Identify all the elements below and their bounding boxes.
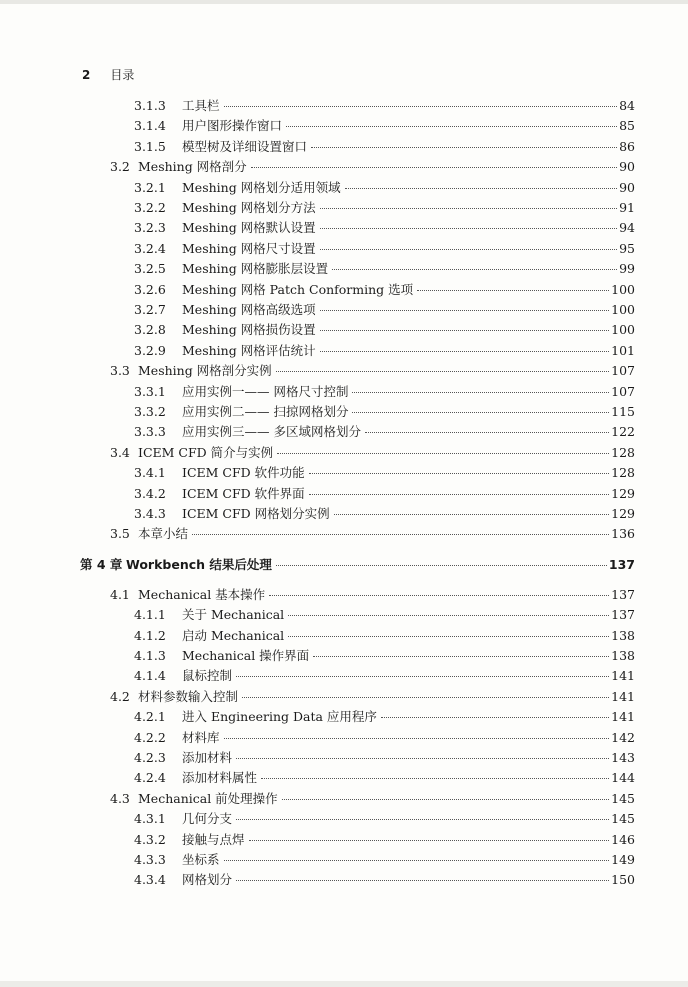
dot-leader	[236, 758, 609, 759]
toc-entry	[134, 646, 635, 664]
toc-entry	[134, 850, 635, 868]
toc-entry-page: 144	[611, 770, 635, 786]
toc-entry-title: Meshing 网格评估统计	[182, 342, 316, 358]
toc-entry-number: 4.1.1	[134, 607, 166, 623]
toc-entry-page: 143	[611, 750, 635, 765]
toc-entry	[134, 830, 635, 848]
toc-entry-page: 138	[611, 648, 635, 663]
toc-entry-number: 4.1.4	[134, 668, 166, 684]
dot-leader	[224, 738, 610, 739]
toc-entry-number: 4.1.2	[134, 627, 166, 643]
toc-entry-title: 应用实例三—— 多区域网格划分	[182, 424, 361, 440]
toc-entry-page: 145	[611, 811, 635, 827]
toc-entry-number: 3.3.1	[134, 383, 166, 399]
toc-entry	[110, 524, 635, 542]
dot-leader	[261, 778, 609, 779]
toc-entry-number: 3.2	[110, 159, 130, 175]
toc-entry	[110, 361, 635, 379]
toc-entry-title: 进入 Engineering Data 应用程序	[182, 709, 377, 725]
toc-entry	[134, 666, 635, 684]
toc-entry-page: 94	[619, 220, 635, 236]
toc-entry-title: 添加材料	[182, 750, 233, 765]
toc-entry	[134, 402, 635, 420]
toc-entry-number: 3.1.4	[134, 118, 166, 134]
toc-entry-number: 4.3	[110, 790, 130, 806]
toc-entry-title: 接触与点焊	[182, 831, 245, 847]
toc-entry-number: 4.2	[110, 688, 130, 704]
toc-entry	[134, 137, 635, 155]
toc-entry-number: 3.1.5	[134, 138, 166, 154]
toc-entry-number: 4.1.3	[134, 648, 166, 663]
toc-entry-number: 3.4.3	[134, 506, 166, 521]
toc-entry-page: 136	[611, 526, 635, 542]
toc-entry-title: 工具栏	[182, 98, 220, 113]
toc-entry-number: 3.2.3	[134, 220, 166, 236]
toc-entry-number: 3.3.3	[134, 424, 166, 440]
toc-entry-page: 141	[611, 709, 635, 725]
toc-entry	[134, 178, 635, 196]
toc-entry	[134, 707, 635, 725]
toc-entry	[80, 555, 635, 573]
dot-leader	[276, 565, 607, 566]
toc-entry	[134, 341, 635, 359]
toc-entry-page: 141	[611, 688, 635, 704]
toc-entry-title: 启动 Mechanical	[182, 627, 285, 643]
toc-entry	[134, 96, 635, 114]
toc-entry-page: 86	[619, 138, 635, 154]
toc-entry-page: 129	[611, 506, 635, 521]
toc-entry-title: 用户图形操作窗口	[182, 118, 283, 134]
toc-entry-title: 几何分支	[182, 811, 233, 827]
toc-entry	[134, 198, 635, 216]
toc-entry-title: ICEM CFD 软件界面	[182, 485, 305, 501]
toc-entry-page: 146	[611, 831, 635, 847]
dot-leader	[352, 412, 609, 413]
dot-leader	[192, 534, 609, 535]
dot-leader	[320, 330, 609, 331]
toc-entry-title: Meshing 网格损伤设置	[182, 322, 316, 338]
dot-leader	[320, 249, 617, 250]
dot-leader	[288, 615, 609, 616]
toc-entry-number: 3.5	[110, 526, 130, 542]
dot-leader	[320, 310, 609, 311]
toc-entry-page: 85	[619, 118, 635, 134]
dot-leader	[332, 269, 617, 270]
toc-entry-number: 4.2.1	[134, 709, 166, 725]
toc-entry	[134, 768, 635, 786]
toc-entry-title: 模型树及详细设置窗口	[182, 138, 308, 154]
dot-leader	[352, 392, 609, 393]
toc-entry-page: 95	[619, 240, 635, 256]
dot-leader	[251, 167, 617, 168]
dot-leader	[320, 228, 617, 229]
toc-entry-title: Meshing 网格划分适用领域	[182, 179, 341, 195]
toc-entry	[134, 809, 635, 827]
toc-entry-number: 4.3.1	[134, 811, 166, 827]
dot-leader	[224, 106, 618, 107]
toc-entry-title: 鼠标控制	[182, 668, 233, 684]
toc-entry	[110, 585, 635, 603]
toc-entry-page: 150	[611, 872, 635, 888]
page-number: 2	[82, 68, 91, 82]
dot-leader	[345, 188, 617, 189]
toc-entry-page: 129	[611, 485, 635, 501]
toc-entry-title: Meshing 网格剖分	[138, 159, 247, 175]
toc-entry-page: 122	[611, 424, 635, 440]
toc-entry	[134, 728, 635, 746]
toc-entry-number: 3.2.1	[134, 179, 166, 195]
toc-entry-title: 材料库	[182, 729, 220, 745]
dot-leader	[282, 799, 609, 800]
toc-entry-number: 3.3	[110, 363, 130, 379]
toc-entry	[134, 116, 635, 134]
page-top-edge	[0, 0, 688, 4]
toc-entry-title: 网格划分	[182, 872, 233, 888]
dot-leader	[309, 473, 610, 474]
toc-entry	[134, 320, 635, 338]
toc-entry-number: 4.2.3	[134, 750, 166, 765]
toc-entry-page: 107	[611, 363, 635, 379]
toc-entry-page: 90	[619, 179, 635, 195]
toc-entry-number: 3.2.7	[134, 302, 166, 317]
dot-leader	[242, 697, 609, 698]
toc-entry-title: Meshing 网格尺寸设置	[182, 240, 316, 256]
toc-entry	[134, 463, 635, 481]
toc-entry-page: 100	[611, 281, 635, 297]
toc-entry-title: 材料参数输入控制	[138, 688, 239, 704]
toc-entry-title: Meshing 网格剖分实例	[138, 363, 272, 379]
toc-entry	[134, 870, 635, 888]
toc-entry-page: 100	[611, 302, 635, 317]
toc-entry-page: 107	[611, 383, 635, 399]
toc-entry	[110, 443, 635, 461]
toc-entry-title: Mechanical 操作界面	[182, 648, 310, 663]
toc-entry-number: 3.2.9	[134, 342, 166, 358]
dot-leader	[320, 351, 609, 352]
toc-entry-page: 90	[619, 159, 635, 175]
toc-entry-title: Meshing 网格 Patch Conforming 选项	[182, 281, 414, 297]
dot-leader	[236, 880, 609, 881]
toc-entry-page: 99	[619, 261, 635, 277]
toc-entry	[134, 422, 635, 440]
toc-entry	[134, 748, 635, 766]
toc-entry-page: 142	[611, 729, 635, 745]
toc-entry-title: ICEM CFD 简介与实例	[138, 444, 274, 460]
toc-entry-title: 坐标系	[182, 852, 220, 867]
toc-entry-number: 4.2.4	[134, 770, 166, 786]
dot-leader	[236, 676, 609, 677]
toc-entry-page: 128	[611, 465, 635, 481]
toc-entry	[134, 218, 635, 236]
toc-entry	[134, 259, 635, 277]
toc-entry-title: Mechanical 基本操作	[138, 586, 266, 602]
toc-entry-page: 91	[619, 200, 635, 215]
dot-leader	[249, 840, 610, 841]
toc-entry	[134, 239, 635, 257]
toc-entry-title: 应用实例一—— 网格尺寸控制	[182, 383, 349, 399]
section-title: 目录	[110, 68, 135, 82]
toc-entry	[110, 789, 635, 807]
toc-entry-title: Meshing 网格高级选项	[182, 302, 316, 317]
toc-entry-page: 149	[611, 852, 635, 867]
dot-leader	[269, 595, 609, 596]
toc-entry-page: 84	[619, 98, 635, 113]
toc-entry-number: 3.2.5	[134, 261, 166, 277]
toc-entry-page: 137	[608, 556, 635, 572]
toc-entry-title: Meshing 网格默认设置	[182, 220, 316, 236]
toc-entry-title: 本章小结	[138, 526, 189, 542]
toc-entry-number: 3.2.8	[134, 322, 166, 338]
toc-entry-number: 3.4.1	[134, 465, 166, 481]
toc-entry	[134, 300, 635, 318]
toc-entry-number: 3.1.3	[134, 98, 166, 113]
toc-entry-page: 137	[611, 607, 635, 623]
toc-entry-title: 关于 Mechanical	[182, 607, 285, 623]
toc-entry	[134, 382, 635, 400]
toc-entry-number: 4.1	[110, 586, 130, 602]
toc-entry-page: 115	[611, 404, 635, 419]
toc-entry-number: 3.4.2	[134, 485, 166, 501]
toc-entry-page: 141	[611, 668, 635, 684]
toc-entry	[134, 280, 635, 298]
toc-entry-title: ICEM CFD 网格划分实例	[182, 506, 330, 521]
toc-entry-title: Workbench 结果后处理	[126, 556, 272, 572]
toc-entry	[134, 484, 635, 502]
dot-leader	[417, 290, 609, 291]
toc-entry-page: 145	[611, 790, 635, 806]
toc-entry-number: 3.3.2	[134, 404, 166, 419]
toc-entry-title: 添加材料属性	[182, 770, 258, 786]
toc-entry-page: 128	[611, 444, 635, 460]
toc-entry-title: Meshing 网格膨胀层设置	[182, 261, 329, 277]
toc-entry-page: 100	[611, 322, 635, 338]
dot-leader	[286, 126, 617, 127]
dot-leader	[311, 147, 617, 148]
toc-entry-number: 第 4 章	[80, 556, 123, 572]
dot-leader	[288, 636, 609, 637]
toc-entry-number: 3.4	[110, 444, 130, 460]
toc-entry-title: Meshing 网格划分方法	[182, 200, 316, 215]
toc-entry-title: ICEM CFD 软件功能	[182, 465, 305, 481]
dot-leader	[309, 494, 610, 495]
toc-entry-number: 4.3.3	[134, 852, 166, 867]
toc-entry-number: 4.2.2	[134, 729, 166, 745]
dot-leader	[236, 819, 609, 820]
toc-entry-title: 应用实例二—— 扫掠网格划分	[182, 404, 349, 419]
dot-leader	[365, 432, 609, 433]
toc-entry-page: 137	[611, 586, 635, 602]
toc-entry	[134, 626, 635, 644]
toc-entry-number: 3.2.6	[134, 281, 166, 297]
toc-entry	[110, 157, 635, 175]
toc-entry-number: 4.3.4	[134, 872, 166, 888]
dot-leader	[313, 656, 609, 657]
dot-leader	[276, 371, 609, 372]
page-header	[82, 66, 134, 83]
toc-entry-page: 138	[611, 627, 635, 643]
dot-leader	[277, 453, 609, 454]
toc-entry-page: 101	[611, 342, 635, 358]
toc-entry-number: 3.2.2	[134, 200, 166, 215]
toc-entry	[134, 605, 635, 623]
toc-entry	[134, 504, 635, 522]
toc-entry	[110, 687, 635, 705]
dot-leader	[224, 860, 610, 861]
toc-entry-title: Mechanical 前处理操作	[138, 790, 278, 806]
toc-entry-number: 4.3.2	[134, 831, 166, 847]
toc-entry-number: 3.2.4	[134, 240, 166, 256]
dot-leader	[320, 208, 617, 209]
page-bottom-edge	[0, 981, 688, 987]
dot-leader	[334, 514, 610, 515]
dot-leader	[381, 717, 609, 718]
